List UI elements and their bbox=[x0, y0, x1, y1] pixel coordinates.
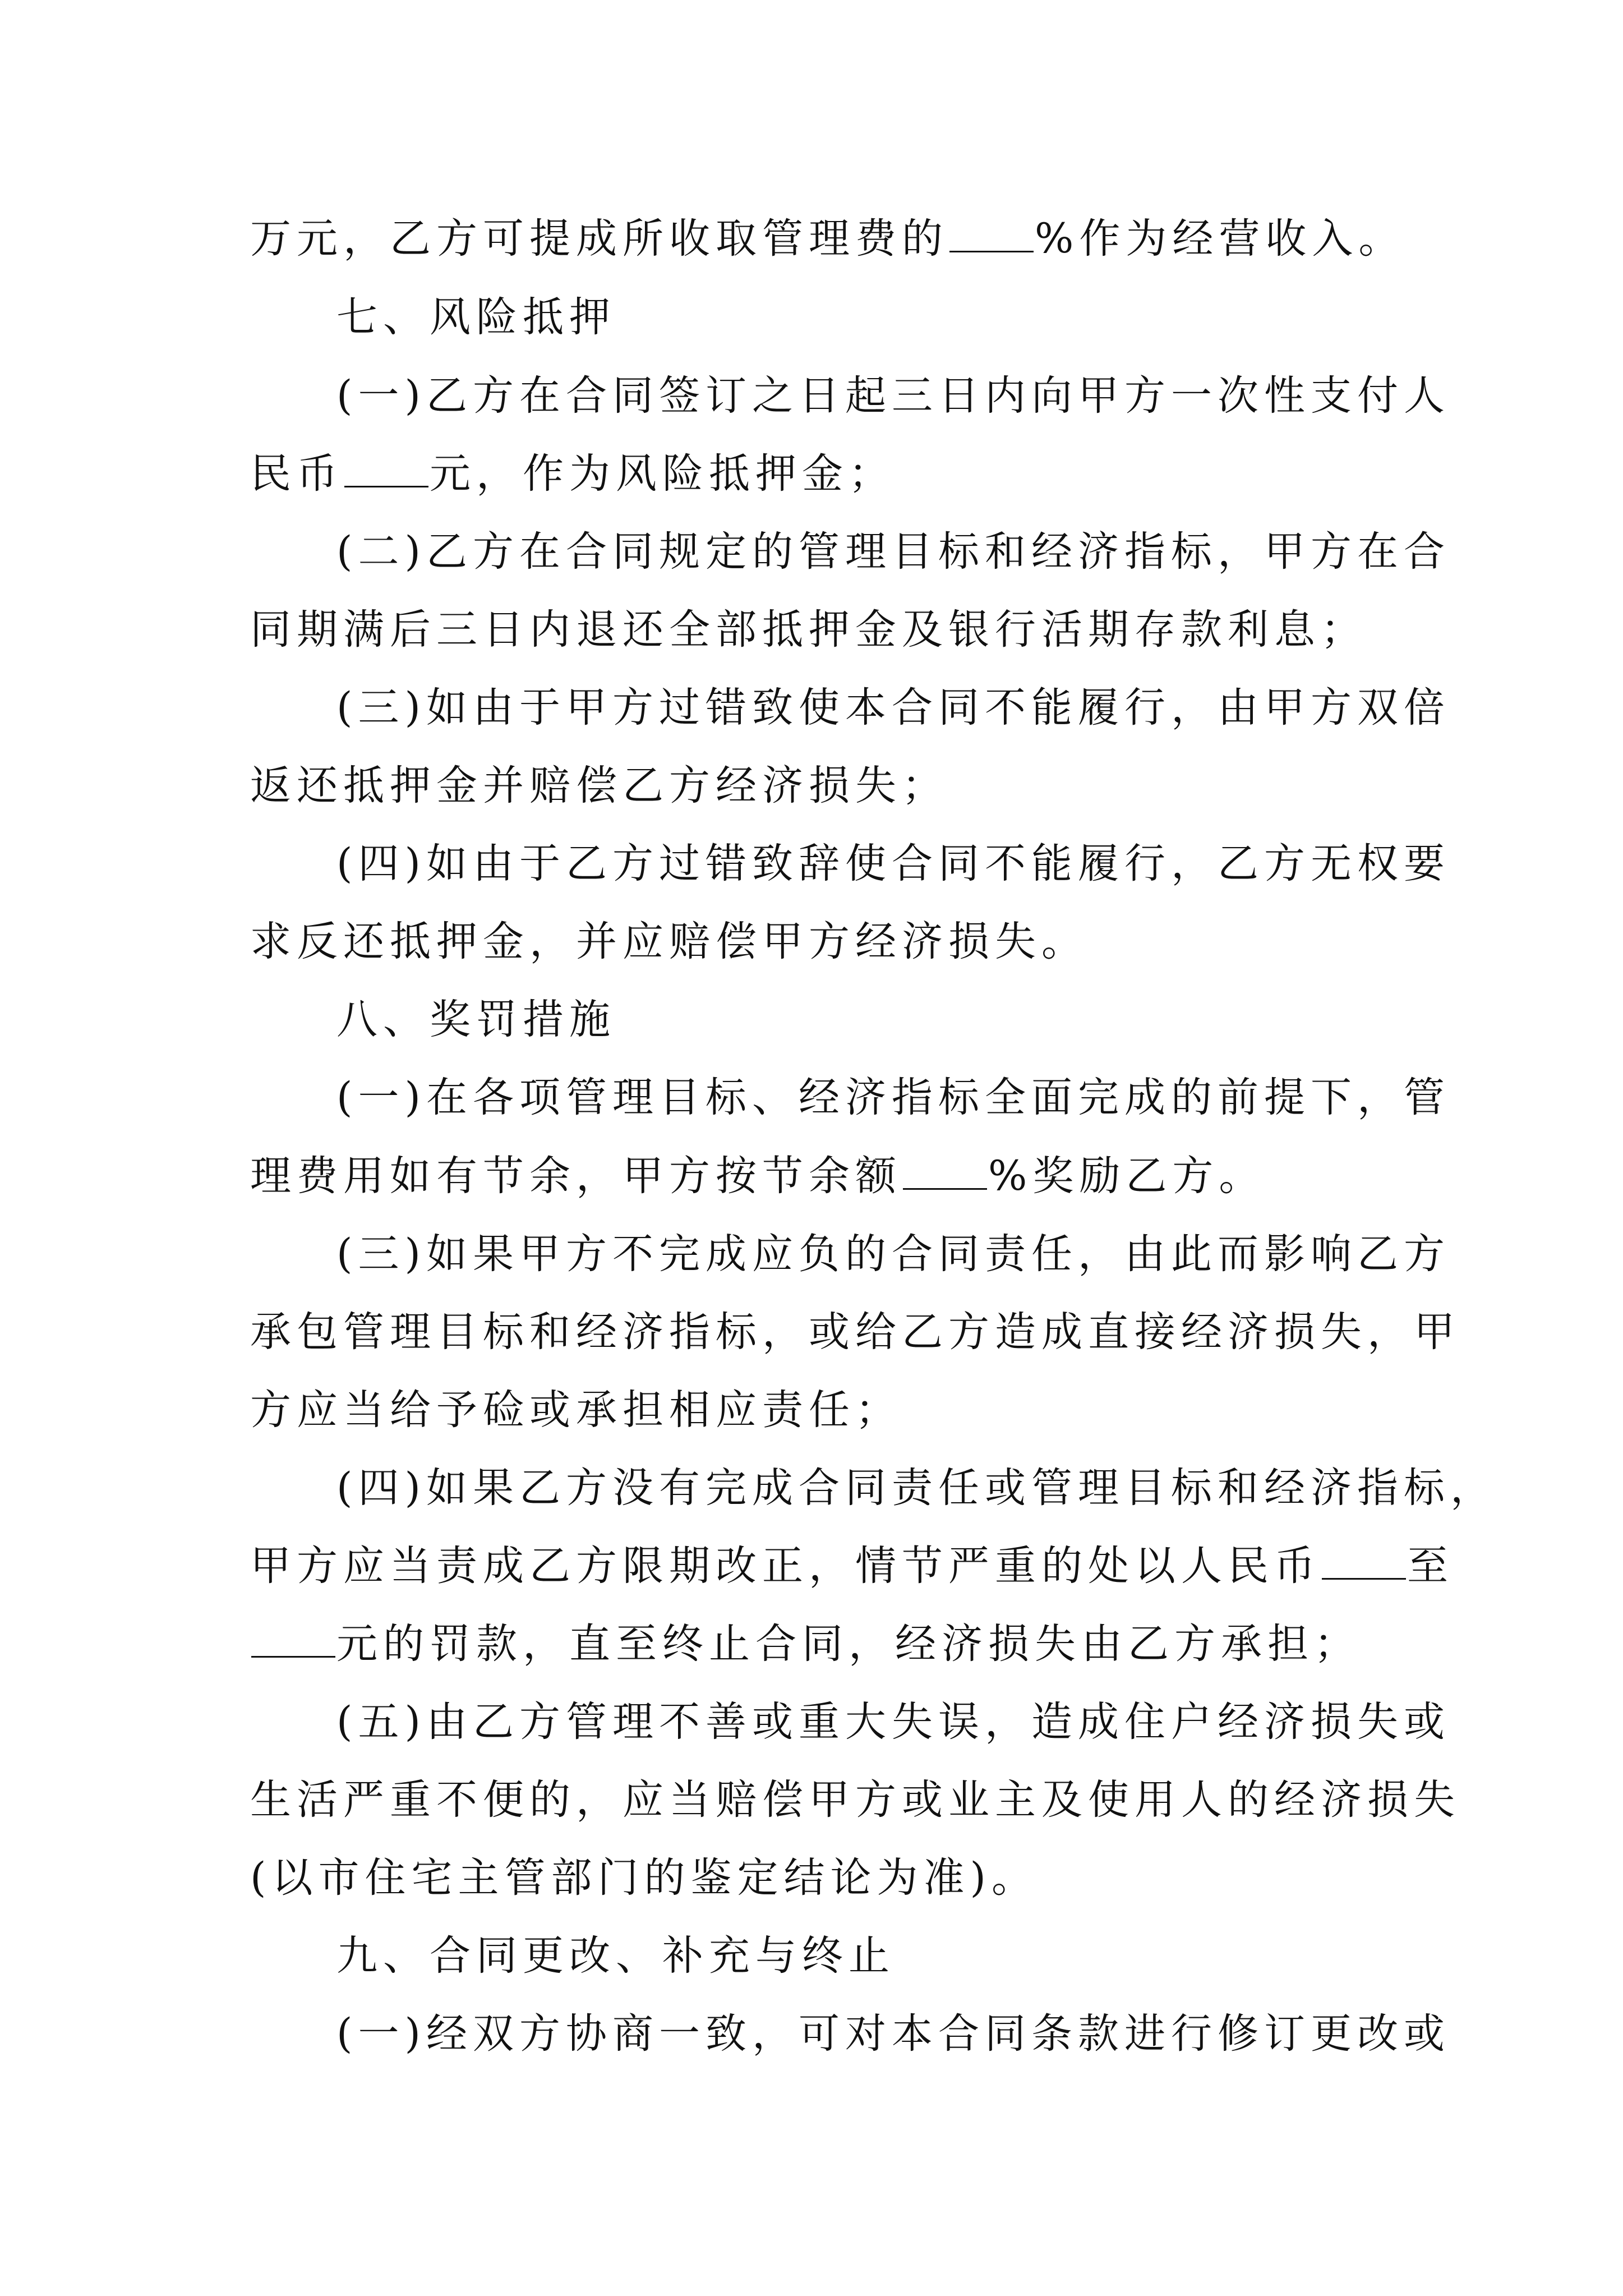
text-run: 甲方应当责成乙方限期改正，情节严重的处以人民币 bbox=[250, 1542, 1321, 1590]
blank-field bbox=[1322, 1543, 1406, 1580]
text-line bbox=[250, 1538, 1454, 1594]
text-run: (四)如由于乙方过错致辞使合同不能履行，乙方无权要 bbox=[336, 840, 1450, 887]
blank-field bbox=[903, 1153, 987, 1190]
text-run: (以市住宅主管部门的鉴定结论为准)。 bbox=[250, 1854, 1038, 1902]
text-run: (五)由乙方管理不善或重大失误，造成住户经济损失或 bbox=[336, 1698, 1450, 1746]
text-line bbox=[250, 914, 1088, 970]
text-run: (一)在各项管理目标、经济指标全面完成的前提下，管 bbox=[336, 1074, 1450, 1121]
text-run: (三)如由于甲方过错致使本合同不能履行，由甲方双倍 bbox=[336, 684, 1450, 731]
text-run: 理费用如有节余，甲方按节余额 bbox=[250, 1152, 902, 1200]
section-heading bbox=[336, 1928, 895, 1984]
text-run: 方应当给予硷或承担相应责任； bbox=[250, 1386, 902, 1434]
blank-field bbox=[344, 451, 428, 487]
text-line bbox=[336, 1460, 1497, 1516]
text-run: (一)经双方协商一致，可对本合同条款进行修订更改或 bbox=[336, 2010, 1450, 2058]
text-run: 同期满后三日内退还全部抵押金及银行活期存款利息； bbox=[250, 606, 1367, 654]
text-run: 返还抵押金并赔偿乙方经济损失； bbox=[250, 762, 948, 809]
section-heading bbox=[336, 289, 616, 346]
text-run: (一)乙方在合同签订之日起三日内向甲方一次性支付人 bbox=[336, 372, 1450, 420]
text-line bbox=[250, 758, 948, 814]
text-run: (四)如果乙方没有完成合同责任或管理目标和经济指标， bbox=[336, 1464, 1497, 1512]
text-run: 求反还抵押金，并应赔偿甲方经济损失。 bbox=[250, 918, 1088, 965]
text-line bbox=[250, 602, 1367, 658]
text-run: 八、奖罚措施 bbox=[336, 996, 616, 1043]
text-line bbox=[336, 1694, 1450, 1750]
text-run: 承包管理目标和经济指标，或给乙方造成直接经济损失，甲 bbox=[250, 1308, 1460, 1356]
text-run: 七、风险抵押 bbox=[336, 293, 616, 341]
text-line bbox=[250, 1382, 902, 1438]
text-line bbox=[250, 1850, 1038, 1906]
text-run: 万元，乙方可提成所收取管理费的 bbox=[250, 215, 948, 263]
text-line bbox=[336, 1070, 1450, 1126]
text-run: %作为经营收入。 bbox=[1035, 215, 1405, 263]
text-run: (三)如果甲方不完成应负的合同责任，由此而影响乙方 bbox=[336, 1230, 1450, 1278]
text-line bbox=[336, 1226, 1450, 1282]
text-line bbox=[250, 211, 1405, 267]
text-run: 元的罚款，直至终止合同，经济损失由乙方承担； bbox=[336, 1620, 1361, 1668]
text-run: 民币 bbox=[250, 450, 343, 498]
text-line bbox=[336, 836, 1450, 892]
text-line bbox=[336, 524, 1450, 580]
section-heading bbox=[336, 992, 616, 1048]
text-line bbox=[250, 1304, 1460, 1360]
text-line bbox=[336, 368, 1450, 424]
blank-field bbox=[251, 1621, 335, 1658]
text-run: (二)乙方在合同规定的管理目标和经济指标，甲方在合 bbox=[336, 528, 1450, 576]
text-line bbox=[250, 1772, 1460, 1828]
text-line bbox=[250, 446, 895, 502]
text-run: 生活严重不便的，应当赔偿甲方或业主及使用人的经济损失 bbox=[250, 1776, 1460, 1824]
text-line bbox=[336, 2006, 1450, 2062]
blank-field bbox=[949, 216, 1034, 252]
text-run: %奖励乙方。 bbox=[988, 1152, 1266, 1200]
text-run: 至 bbox=[1407, 1542, 1454, 1590]
text-line bbox=[250, 1148, 1265, 1204]
text-line bbox=[250, 1616, 1361, 1672]
text-run: 元，作为风险抵押金； bbox=[430, 450, 895, 498]
text-run: 九、合同更改、补充与终止 bbox=[336, 1932, 895, 1980]
text-line bbox=[336, 680, 1450, 736]
